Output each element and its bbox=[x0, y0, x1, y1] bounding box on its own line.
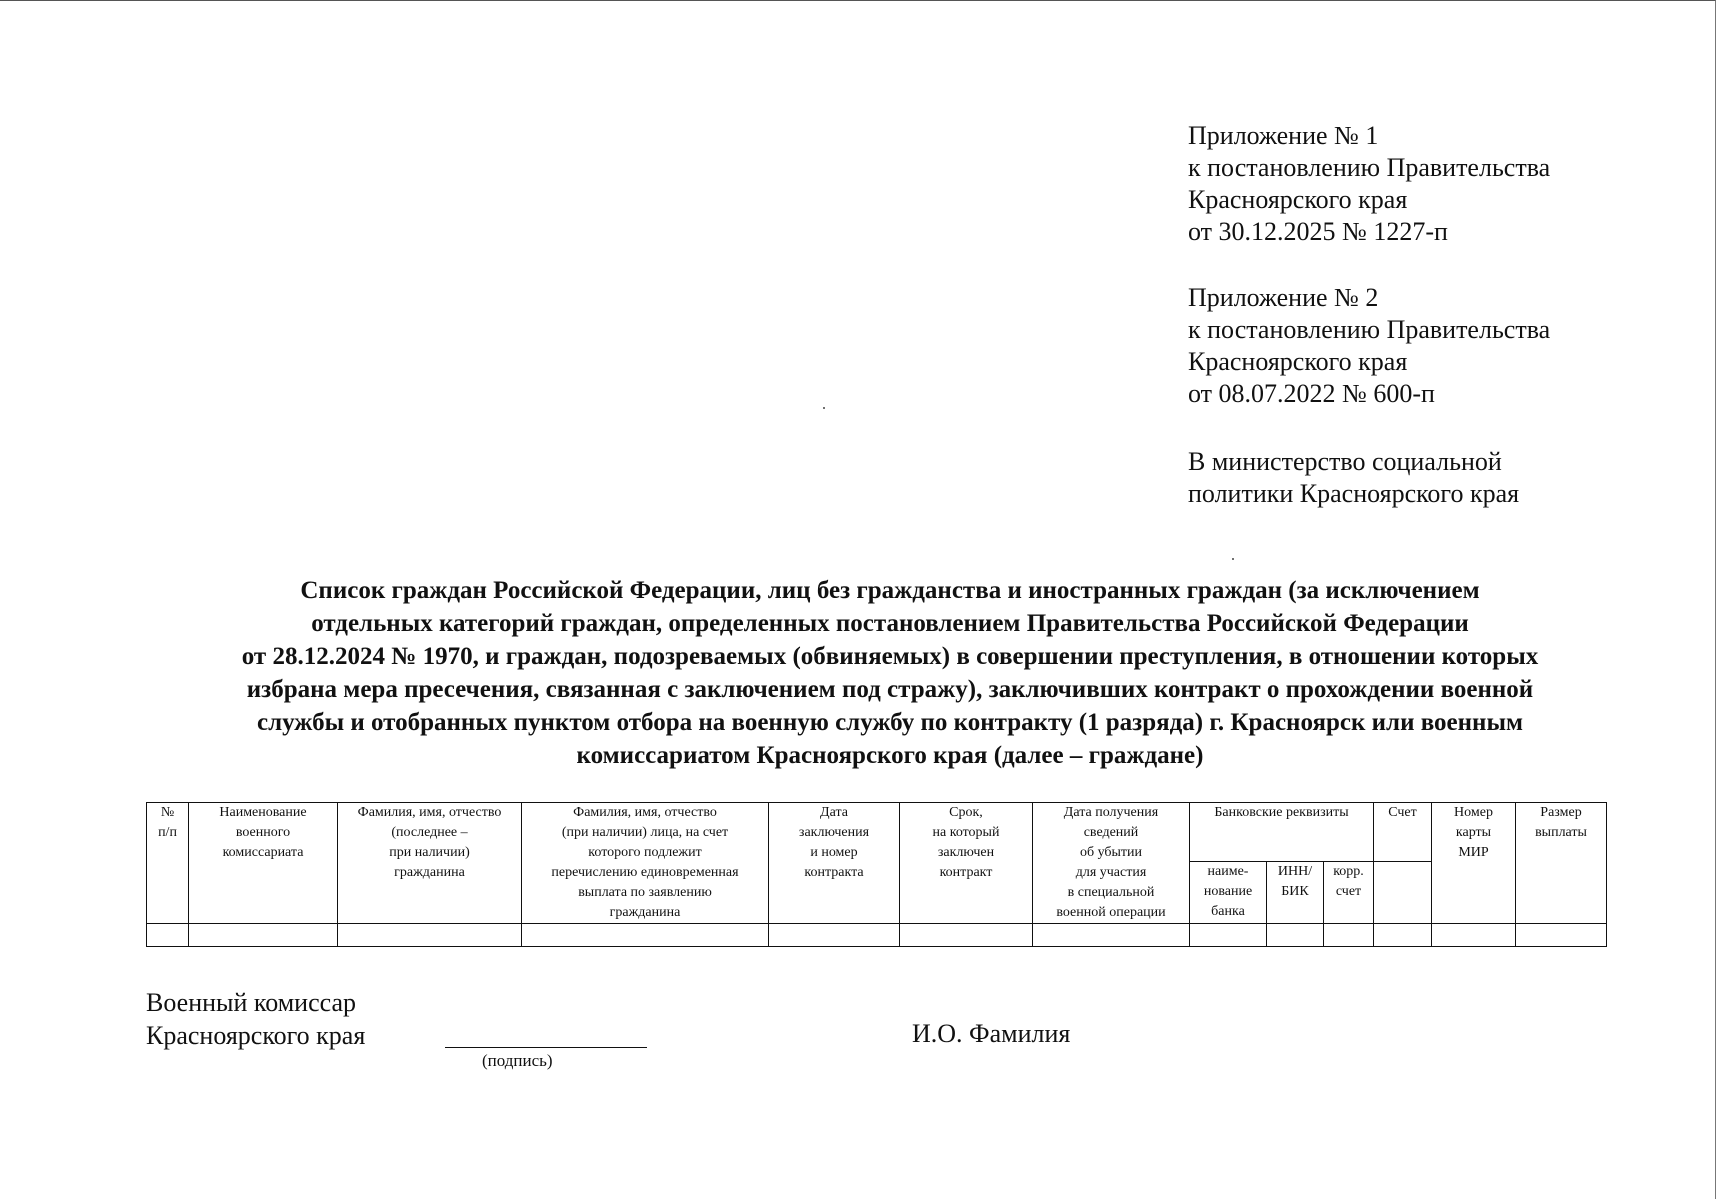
title-line: избрана мера пресечения, связанная с заключением под стражу), заключивших контракт о прохождении военной bbox=[246, 676, 1534, 703]
title-line: отдельных категорий граждан, определенных постановлением Правительства Российской Федерации bbox=[311, 610, 1469, 637]
addressee-line: В министерство социальной bbox=[1188, 447, 1502, 476]
table-row bbox=[147, 924, 1607, 947]
appendix-1-line: Приложение № 1 bbox=[1188, 121, 1379, 150]
header-loss-date: Дата получения сведений об убытии для участия в специальной военной операции bbox=[1033, 803, 1190, 924]
document-title bbox=[130, 574, 1650, 772]
signatory-position bbox=[146, 986, 365, 1052]
table-cell bbox=[338, 924, 522, 947]
scan-speck bbox=[1232, 558, 1234, 560]
header-inn-bik: ИНН/ БИК bbox=[1267, 862, 1324, 924]
header-corr-account: корр. счет bbox=[1324, 862, 1374, 924]
table-cell bbox=[1432, 924, 1516, 947]
appendix-1-line: к постановлению Правительства bbox=[1188, 153, 1551, 182]
header-commissariat: Наименование военного комиссариата bbox=[189, 803, 338, 924]
table-cell bbox=[1190, 924, 1267, 947]
appendix-2-line: от 08.07.2022 № 600-п bbox=[1188, 379, 1435, 408]
title-line: от 28.12.2024 № 1970, и граждан, подозреваемых (обвиняемых) в совершении преступления, в отношении которых bbox=[241, 643, 1539, 670]
table-cell bbox=[1324, 924, 1374, 947]
table-header-row bbox=[147, 803, 1607, 862]
appendix-2-line: Приложение № 2 bbox=[1188, 283, 1379, 312]
scan-speck bbox=[823, 407, 825, 409]
title-line: комиссариатом Красноярского края (далее – граждане) bbox=[576, 742, 1204, 769]
header-bank-name: наиме- нование банка bbox=[1190, 862, 1267, 924]
table-cell bbox=[1516, 924, 1607, 947]
title-line: Список граждан Российской Федерации, лиц без гражданства и иностранных граждан (за исключением bbox=[300, 577, 1480, 604]
header-bank-details: Банковские реквизиты bbox=[1190, 803, 1374, 862]
header-mir-card: Номер карты МИР bbox=[1432, 803, 1516, 924]
header-contract-term: Срок, на который заключен контракт bbox=[900, 803, 1033, 924]
citizens-list-table bbox=[146, 802, 1607, 947]
appendix-2-line: Красноярского края bbox=[1188, 347, 1408, 376]
title-line: службы и отобранных пунктом отбора на военную службу по контракту (1 разряда) г. Красноярск или военным bbox=[256, 709, 1524, 736]
header-account: Счет bbox=[1374, 803, 1432, 862]
header-citizen-name: Фамилия, имя, отчество (последнее – при наличии) гражданина bbox=[338, 803, 522, 924]
signatory-line: Военный комиссар bbox=[146, 988, 357, 1017]
table-cell bbox=[147, 924, 189, 947]
appendix-1-block bbox=[1188, 120, 1550, 248]
table-cell bbox=[1374, 924, 1432, 947]
table-cell bbox=[769, 924, 900, 947]
table-cell bbox=[189, 924, 338, 947]
table-cell bbox=[1033, 924, 1190, 947]
header-num: № п/п bbox=[147, 803, 189, 924]
signatory-line: Красноярского края bbox=[146, 1021, 366, 1050]
signatory-name: И.О. Фамилия bbox=[912, 1019, 1071, 1048]
header-account-sub bbox=[1374, 862, 1432, 924]
signature-caption: (подпись) bbox=[482, 1051, 553, 1070]
appendix-1-line: от 30.12.2025 № 1227-п bbox=[1188, 217, 1448, 246]
appendix-2-line: к постановлению Правительства bbox=[1188, 315, 1551, 344]
signature-line bbox=[445, 1047, 647, 1048]
table-cell bbox=[522, 924, 769, 947]
header-contract-date: Дата заключения и номер контракта bbox=[769, 803, 900, 924]
addressee-block bbox=[1188, 446, 1519, 510]
header-payment-amount: Размер выплаты bbox=[1516, 803, 1607, 924]
appendix-2-block bbox=[1188, 282, 1550, 410]
table-cell bbox=[900, 924, 1033, 947]
addressee-line: политики Красноярского края bbox=[1188, 479, 1520, 508]
header-payee-name: Фамилия, имя, отчество (при наличии) лица, на счет которого подлежит перечислению единовременная выплата по заявлению гражданина bbox=[522, 803, 769, 924]
table-cell bbox=[1267, 924, 1324, 947]
appendix-1-line: Красноярского края bbox=[1188, 185, 1408, 214]
